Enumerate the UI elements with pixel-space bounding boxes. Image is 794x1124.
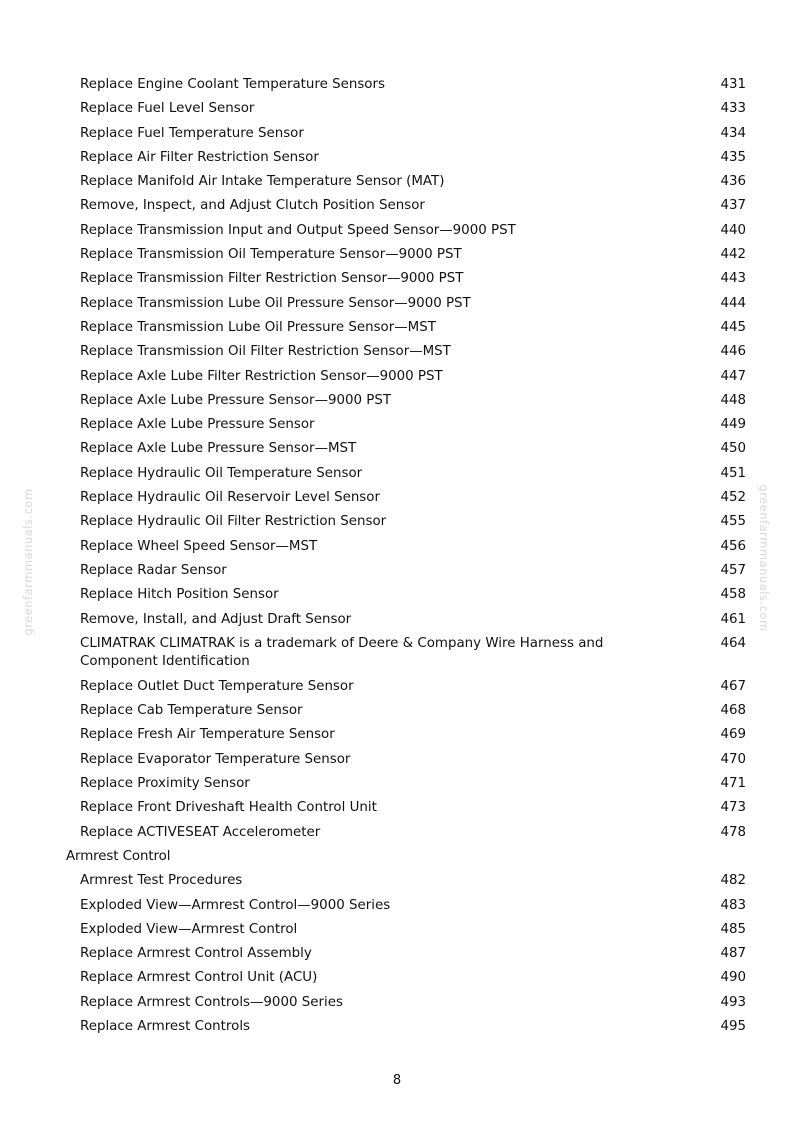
toc-entry[interactable] (66, 440, 746, 464)
toc-entry-title: CLIMATRAK CLIMATRAK is a trademark of Deere & Company Wire Harness and Component Identification (80, 635, 604, 670)
toc-entry-page: 456 (720, 538, 746, 554)
toc-entry-page: 487 (720, 946, 746, 962)
toc-entry[interactable] (66, 222, 746, 246)
toc-entry[interactable] (66, 489, 746, 513)
toc-entry-page: 444 (720, 295, 746, 311)
toc-entry[interactable] (66, 678, 746, 702)
toc-entry[interactable] (66, 921, 746, 945)
toc-entry-title: Replace Armrest Control Assembly (80, 946, 312, 962)
toc-entry[interactable] (66, 897, 746, 921)
toc-entry[interactable] (66, 100, 746, 124)
toc-entry[interactable] (66, 945, 746, 969)
table-of-contents (66, 76, 746, 1042)
toc-entry-page: 457 (720, 562, 746, 578)
toc-entry-page: 450 (720, 441, 746, 457)
toc-entry-title: Replace Axle Lube Pressure Sensor—MST (80, 441, 357, 457)
toc-group-sensors (66, 76, 746, 635)
toc-entry-title: Replace Axle Lube Pressure Sensor—9000 PST (80, 392, 392, 408)
toc-entry-title: Remove, Inspect, and Adjust Clutch Position Sensor (80, 198, 425, 214)
section-heading-armrest-control: Armrest Control (66, 848, 171, 864)
toc-group-cab-sensors (66, 678, 746, 848)
toc-entry[interactable] (66, 969, 746, 993)
toc-entry[interactable] (66, 343, 746, 367)
toc-entry-page: 468 (720, 703, 746, 719)
toc-entry-title: Replace Transmission Input and Output Speed Sensor—9000 PST (80, 222, 516, 238)
toc-entry[interactable] (66, 76, 746, 100)
toc-entry-page: 433 (720, 101, 746, 117)
toc-entry[interactable] (66, 197, 746, 221)
toc-entry-page: 437 (720, 198, 746, 214)
toc-entry-title: Replace Axle Lube Pressure Sensor (80, 417, 315, 433)
toc-entry-page: 470 (720, 751, 746, 767)
toc-group-armrest (66, 872, 746, 1042)
toc-entry[interactable] (66, 246, 746, 270)
toc-entry-page: 471 (720, 776, 746, 792)
toc-entry-title: Replace Proximity Sensor (80, 776, 250, 792)
toc-entry-page: 442 (720, 247, 746, 263)
toc-entry-page: 467 (720, 678, 746, 694)
toc-entry[interactable] (66, 538, 746, 562)
toc-entry[interactable] (66, 586, 746, 610)
toc-entry-title: Replace Hydraulic Oil Temperature Sensor (80, 465, 363, 481)
toc-entry-title: Replace Armrest Control Unit (ACU) (80, 970, 318, 986)
toc-entry-title: Replace Hydraulic Oil Reservoir Level Sensor (80, 490, 380, 506)
toc-entry-title: Replace Armrest Controls—9000 Series (80, 994, 343, 1010)
toc-entry-title: Replace Outlet Duct Temperature Sensor (80, 678, 354, 694)
toc-entry[interactable] (66, 1018, 746, 1042)
toc-entry-title: Replace Front Driveshaft Health Control Unit (80, 800, 377, 816)
toc-entry-page: 469 (720, 727, 746, 743)
toc-entry-title: Replace Axle Lube Filter Restriction Sensor—9000 PST (80, 368, 443, 384)
toc-entry[interactable] (66, 824, 746, 848)
toc-entry-page: 490 (720, 970, 746, 986)
toc-entry-title: Replace Hitch Position Sensor (80, 587, 279, 603)
toc-entry[interactable] (66, 270, 746, 294)
toc-entry[interactable] (66, 611, 746, 635)
toc-entry[interactable] (66, 562, 746, 586)
toc-entry-page: 448 (720, 392, 746, 408)
toc-entry-title: Replace Transmission Lube Oil Pressure Sensor—MST (80, 319, 436, 335)
toc-entry-title: Replace Evaporator Temperature Sensor (80, 751, 351, 767)
toc-entry-page: 443 (720, 271, 746, 287)
watermark-left: greenfarmmanuals.com (21, 488, 35, 636)
toc-entry-climatrak[interactable] (66, 635, 746, 678)
toc-entry-page: 482 (720, 873, 746, 889)
toc-entry-title: Replace Wheel Speed Sensor—MST (80, 538, 318, 554)
toc-entry-page: 435 (720, 149, 746, 165)
toc-entry[interactable] (66, 125, 746, 149)
toc-entry-page: 447 (720, 368, 746, 384)
toc-entry[interactable] (66, 994, 746, 1018)
toc-entry[interactable] (66, 295, 746, 319)
toc-entry-title: Exploded View—Armrest Control—9000 Series (80, 897, 391, 913)
toc-entry-page: 449 (720, 417, 746, 433)
toc-entry-title: Replace Engine Coolant Temperature Sensors (80, 77, 385, 92)
toc-entry-title: Replace Air Filter Restriction Sensor (80, 149, 319, 165)
watermark-right: greenfarmmanuals.com (757, 484, 771, 632)
toc-entry-title: Replace Fresh Air Temperature Sensor (80, 727, 335, 743)
toc-entry[interactable] (66, 465, 746, 489)
toc-entry-title: Replace Fuel Temperature Sensor (80, 125, 304, 141)
toc-entry-title: Remove, Install, and Adjust Draft Sensor (80, 611, 352, 627)
toc-entry[interactable] (66, 751, 746, 775)
toc-entry[interactable] (66, 799, 746, 823)
toc-entry-page: 473 (720, 800, 746, 816)
toc-entry-title: Replace Radar Sensor (80, 562, 227, 578)
toc-entry-title: Replace Hydraulic Oil Filter Restriction Sensor (80, 514, 387, 530)
toc-entry[interactable] (66, 173, 746, 197)
toc-entry-title: Replace Transmission Lube Oil Pressure Sensor—9000 PST (80, 295, 471, 311)
toc-entry-page: 485 (720, 921, 746, 937)
toc-entry-title: Replace Transmission Filter Restriction Sensor—9000 PST (80, 271, 464, 287)
toc-entry-page: 455 (720, 514, 746, 530)
toc-entry-page: 458 (720, 587, 746, 603)
toc-entry-page: 445 (720, 319, 746, 335)
toc-entry-title: Armrest Test Procedures (80, 873, 243, 889)
toc-entry-page: 495 (720, 1018, 746, 1034)
toc-entry-title: Replace Armrest Controls (80, 1018, 251, 1034)
toc-entry-page: 464 (720, 635, 746, 651)
toc-entry-page: 446 (720, 344, 746, 360)
toc-entry-page: 493 (720, 994, 746, 1010)
toc-entry-page: 461 (720, 611, 746, 627)
toc-entry-title: Replace Fuel Level Sensor (80, 101, 255, 117)
toc-entry-title: Replace Cab Temperature Sensor (80, 703, 303, 719)
toc-entry-title: Replace Transmission Oil Temperature Sensor—9000 PST (80, 247, 462, 263)
toc-entry-title: Replace Manifold Air Intake Temperature Sensor (MAT) (80, 174, 445, 190)
page-number: 8 (392, 1073, 402, 1088)
toc-entry[interactable] (66, 368, 746, 392)
toc-entry-page: 434 (720, 125, 746, 141)
toc-entry[interactable] (66, 149, 746, 173)
toc-entry[interactable] (66, 319, 746, 343)
toc-entry-page: 483 (720, 897, 746, 913)
toc-entry-page: 452 (720, 490, 746, 506)
toc-entry-page: 451 (720, 465, 746, 481)
toc-entry[interactable] (66, 775, 746, 799)
toc-entry-title: Exploded View—Armrest Control (80, 921, 298, 937)
toc-entry[interactable] (66, 872, 746, 896)
toc-entry[interactable] (66, 416, 746, 440)
toc-entry-title: Replace Transmission Oil Filter Restriction Sensor—MST (80, 344, 451, 360)
toc-entry[interactable] (66, 392, 746, 416)
toc-entry-page: 440 (720, 222, 746, 238)
toc-entry-page: 478 (720, 824, 746, 840)
toc-entry-title: Replace ACTIVESEAT Accelerometer (80, 824, 321, 840)
toc-entry[interactable] (66, 513, 746, 537)
toc-entry-page: 431 (720, 77, 746, 92)
toc-entry[interactable] (66, 702, 746, 726)
toc-entry[interactable] (66, 726, 746, 750)
toc-entry-page: 436 (720, 174, 746, 190)
